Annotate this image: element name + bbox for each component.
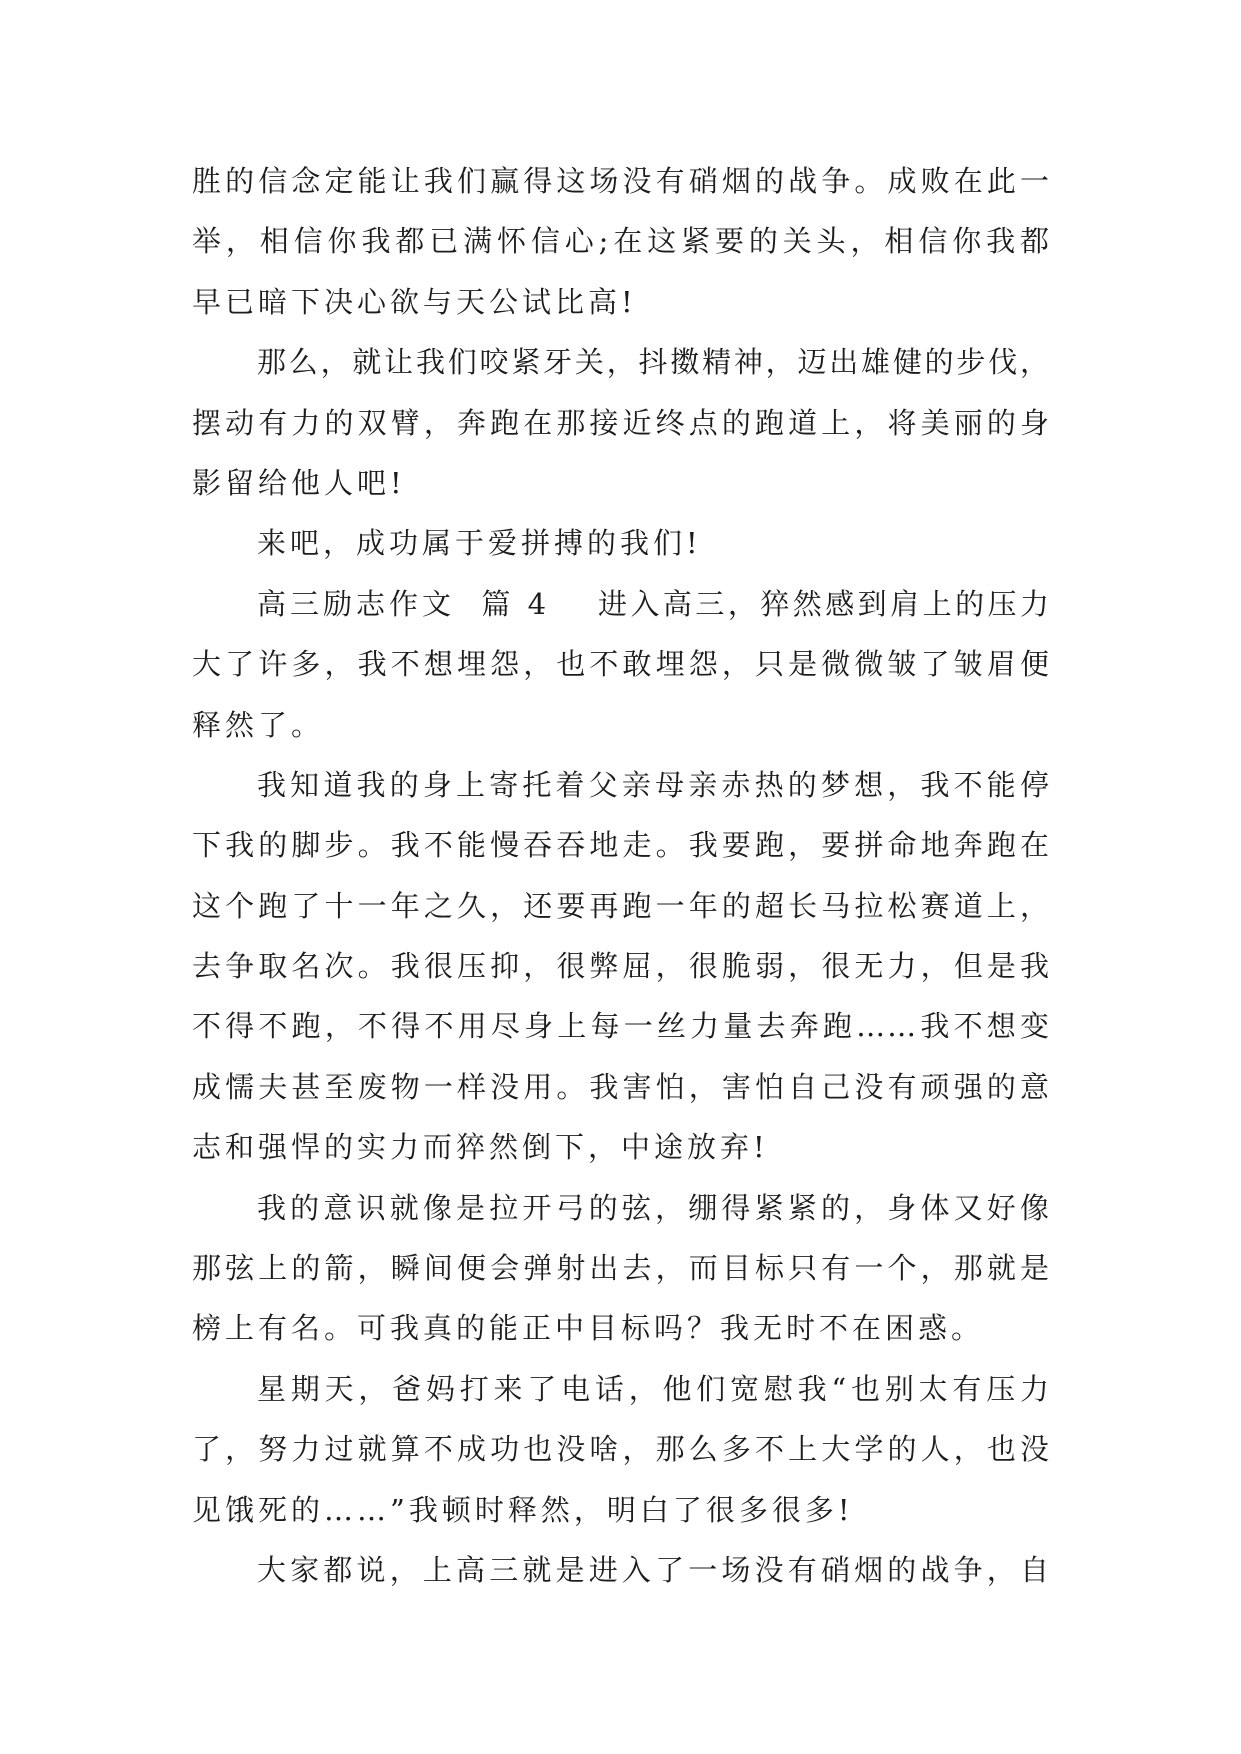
paragraph-line: 摆动有力的双臂，奔跑在那接近终点的跑道上，将美丽的身: [192, 405, 1051, 440]
paragraph-line: 来吧，成功属于爱拼搏的我们!: [257, 526, 702, 561]
paragraph-line: 胜的信念定能让我们赢得这场没有硝烟的战争。成败在此一: [192, 164, 1051, 198]
paragraph-line: 成懦夫甚至废物一样没用。我害怕，害怕自己没有顽强的意: [192, 1069, 1051, 1104]
paragraph-line: 志和强悍的实力而猝然倒下，中途放弃!: [192, 1130, 769, 1165]
paragraph: [192, 1359, 1051, 1540]
paragraph-line: 了，努力过就算不成功也没啥，那么多不上大学的人，也没: [192, 1432, 1051, 1467]
paragraph-line: 星期天，爸妈打来了电话，他们宽慰我“也别太有压力: [257, 1371, 1051, 1406]
paragraph: [192, 1540, 1051, 1600]
paragraph-line: 去争取名次。我很压抑，很弊屈，很脆弱，很无力，但是我: [192, 949, 1051, 984]
paragraph-line: 大家都说，上高三就是进入了一场没有硝烟的战争，自: [257, 1552, 1051, 1587]
paragraph-line: 见饿死的……”我顿时释然，明白了很多很多!: [192, 1492, 854, 1527]
paragraph-line: 举，相信你我都已满怀信心;在这紧要的关头，相信你我都: [192, 224, 1051, 259]
paragraph: [192, 574, 1051, 755]
paragraph-line: 影留给他人吧!: [192, 465, 406, 500]
essay-heading: 高三励志作文 篇 4: [257, 586, 551, 621]
paragraph-line: 下我的脚步。我不能慢吞吞地走。我要跑，要拼命地奔跑在: [192, 828, 1051, 863]
paragraph-line: 进入高三，猝然感到肩上的压力: [598, 586, 1051, 621]
paragraph: [192, 151, 1051, 332]
paragraph-line: 早已暗下决心欲与天公试比高!: [192, 284, 637, 319]
document-body: [192, 151, 1051, 1600]
paragraph-line: 我的意识就像是拉开弓的弦，绷得紧紧的，身体又好像: [257, 1190, 1051, 1225]
paragraph-line: 释然了。: [192, 707, 325, 742]
paragraph-line: 那弦上的箭，瞬间便会弹射出去，而目标只有一个，那就是: [192, 1251, 1051, 1286]
paragraph-line: 这个跑了十一年之久，还要再跑一年的超长马拉松赛道上，: [192, 888, 1051, 923]
paragraph: [192, 332, 1051, 513]
paragraph-line: 那么，就让我们咬紧牙关，抖擞精神，迈出雄健的步伐，: [257, 345, 1051, 380]
paragraph: [192, 513, 1051, 573]
paragraph-line: 不得不跑，不得不用尽身上每一丝力量去奔跑……我不想变: [192, 1009, 1051, 1044]
paragraph-line: 我知道我的身上寄托着父亲母亲赤热的梦想，我不能停: [257, 767, 1051, 802]
paragraph: [192, 1178, 1051, 1359]
paragraph-line: 大了许多，我不想埋怨，也不敢埋怨，只是微微皱了皱眉便: [192, 647, 1051, 682]
paragraph-line: 榜上有名。可我真的能正中目标吗？我无时不在困惑。: [192, 1311, 985, 1346]
heading-line: [192, 574, 1051, 634]
paragraph: [192, 755, 1051, 1178]
